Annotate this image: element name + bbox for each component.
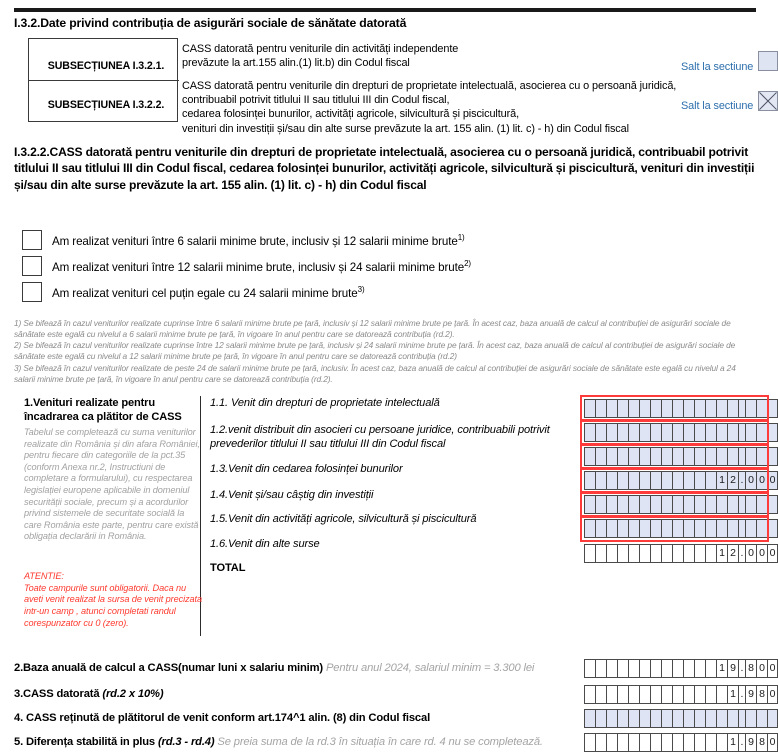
footnote-2: 2) Se bifează în cazul veniturilor realizate cuprinse între 12 salarii minime brute pe țară, inclusiv și 24 salarii minime brute pe țară. În acest caz, baza anuală de calcul al contribuției de asigurări sociale de sănătate este egală cu nivelul a 12 salarii minime brute pe țară, în vigoare în anul pentru care se datorează contribuția (rd.2) xyxy=(14,340,736,362)
bottom-row-5-formula: (rd.3 - rd.4) xyxy=(157,736,215,748)
digit-cell xyxy=(617,544,628,563)
decimal-separator-cell: . xyxy=(738,471,745,490)
digit-cell: 1 xyxy=(727,685,738,704)
subsection-1322-line-3: cedarea folosinței bunurilor, activități agricole, silvicultură și piscicultură, xyxy=(182,108,520,121)
digit-cell xyxy=(672,733,683,752)
subsection-1321-line-2: prevăzute la art.155 alin.(1) lit.b) din Codul fiscal xyxy=(182,57,410,70)
digit-cell xyxy=(694,544,705,563)
digit-cell: 8 xyxy=(756,733,767,752)
jump-link-1322[interactable]: Salt la sectiune xyxy=(681,100,754,112)
digit-cell: 1 xyxy=(716,659,727,678)
digit-cell[interactable] xyxy=(767,709,778,728)
digit-cell xyxy=(617,733,628,752)
digit-cell xyxy=(584,544,595,563)
income-option-text-3: Am realizat venituri cel puțin egale cu 24 salarii minime brute xyxy=(52,286,358,300)
decimal-separator-cell xyxy=(738,709,745,728)
digit-cell: 2 xyxy=(727,544,738,563)
digit-cell xyxy=(705,659,716,678)
digit-cell: 1 xyxy=(716,544,727,563)
subsection-box-divider xyxy=(29,80,179,81)
table-left-note: Tabelul se completează cu suma veniturilor realizate din România și din afara României, pentru fiecare din categoriile de la pct.35 (conform Anexa nr.2, Instructiuni de completare a formularului), cu respectarea legislației europene aplicabile in domeniul securității sociale, precum și a acordurilor privind sistemele de securitate socială la care România este parte, pentru care există obligația declarării in România. xyxy=(24,427,200,542)
digit-cell[interactable]: 0 xyxy=(756,471,767,490)
table-row-label-1-5: 1.5.Venit din activități agricole, silvicultură și piscicultură xyxy=(210,513,477,525)
digit-cell xyxy=(705,733,716,752)
bottom-row-label-4 xyxy=(14,712,430,724)
digit-cell xyxy=(606,659,617,678)
digit-cell xyxy=(705,685,716,704)
bottom-grid-row-5 xyxy=(584,733,778,752)
section-heading: I.3.2.Date privind contribuția de asigurări sociale de sănătate datorată xyxy=(14,16,407,30)
digit-cell: 9 xyxy=(727,659,738,678)
digit-cell[interactable] xyxy=(650,709,661,728)
required-field-highlight xyxy=(580,419,769,446)
income-option-note-2: 2) xyxy=(464,259,471,268)
digit-cell xyxy=(705,544,716,563)
footnote-3: 3) Se bifează în cazul veniturilor realizate de peste 24 de salarii minime brute pe țară, inclusiv. În acest caz, baza anuală de calcul al contribuției de asigurări sociale de sănătate este egală cu nivelul a 24 salarii minime brute pe țară, în vigoare în anul pentru care se datorează contribuția (rd.2). xyxy=(14,362,736,384)
digit-cell[interactable] xyxy=(661,709,672,728)
table-row-label-1-6: 1.6.Venit din alte surse xyxy=(210,538,320,550)
table-row-label-1-1: 1.1. Venit din drepturi de proprietate intelectuală xyxy=(210,397,440,409)
income-option-checkbox-1[interactable] xyxy=(22,230,42,250)
digit-cell[interactable]: 1 xyxy=(716,471,727,490)
digit-cell: 9 xyxy=(745,733,756,752)
digit-cell xyxy=(639,685,650,704)
required-field-highlight xyxy=(580,443,769,470)
digit-cell xyxy=(639,659,650,678)
table-warning-note xyxy=(24,571,204,630)
digit-cell xyxy=(716,685,727,704)
subsection-1322-line-2: contribuabil potrivit titlului II sau titlului III din Codul fiscal, xyxy=(182,94,450,107)
digit-cell xyxy=(683,659,694,678)
required-field-highlight xyxy=(580,515,769,542)
digit-cell xyxy=(584,733,595,752)
bottom-grid-row-2 xyxy=(584,659,778,678)
digit-cell[interactable]: 0 xyxy=(745,471,756,490)
digit-cell[interactable] xyxy=(584,709,595,728)
digit-cell: 0 xyxy=(745,544,756,563)
digit-cell: 0 xyxy=(767,685,778,704)
digit-cell xyxy=(661,544,672,563)
digit-cell xyxy=(672,544,683,563)
subsection-1321-description xyxy=(182,42,458,70)
income-option-checkbox-2[interactable] xyxy=(22,256,42,276)
digit-cell: 8 xyxy=(745,659,756,678)
digit-cell xyxy=(606,544,617,563)
subsection-1321-checkbox[interactable] xyxy=(758,51,778,71)
digit-cell[interactable] xyxy=(694,709,705,728)
digit-cell xyxy=(661,733,672,752)
digit-cell xyxy=(683,685,694,704)
digit-cell: 0 xyxy=(756,659,767,678)
digit-cell xyxy=(672,685,683,704)
digit-cell xyxy=(595,659,606,678)
bottom-row-label-5 xyxy=(14,736,543,748)
required-field-highlight xyxy=(580,467,769,494)
bottom-row-label-2 xyxy=(14,662,534,674)
digit-cell xyxy=(606,733,617,752)
digit-cell[interactable] xyxy=(745,709,756,728)
digit-cell[interactable] xyxy=(705,709,716,728)
subsection-1322-line-1: CASS datorată pentru veniturile din drepturi de proprietate intelectuală, asocierea cu o persoană juridică, xyxy=(182,80,677,92)
digit-cell xyxy=(694,685,705,704)
digit-cell xyxy=(595,685,606,704)
digit-cell xyxy=(716,733,727,752)
income-option-label-3 xyxy=(52,285,365,300)
income-option-text-1: Am realizat venituri între 6 salarii minime brute, inclusiv și 12 salarii minime brute xyxy=(52,234,458,248)
digit-cell[interactable] xyxy=(727,709,738,728)
digit-cell: 0 xyxy=(767,544,778,563)
decimal-separator-cell: . xyxy=(738,659,745,678)
digit-cell: 0 xyxy=(756,544,767,563)
digit-cell[interactable] xyxy=(716,709,727,728)
digit-cell xyxy=(628,733,639,752)
table-left-title: 1.Venituri realizate pentru încadrarea ca plătitor de CASS xyxy=(24,397,182,423)
digit-cell: 8 xyxy=(756,685,767,704)
digit-cell xyxy=(650,659,661,678)
digit-cell[interactable]: 0 xyxy=(767,471,778,490)
subsection-1322-line-4: venituri din investiții și/sau din alte surse prevăzute la art. 155 alin. (1) lit. c) - h) din Codul fiscal xyxy=(182,122,629,135)
digit-cell xyxy=(584,685,595,704)
digit-cell[interactable] xyxy=(672,709,683,728)
digit-cell[interactable] xyxy=(628,709,639,728)
bottom-row-5-text: 5. Diferența stabilită in plus xyxy=(14,736,155,748)
digit-cell[interactable] xyxy=(617,709,628,728)
income-option-label-1 xyxy=(52,233,465,248)
digit-cell: 1 xyxy=(727,733,738,752)
bottom-row-3-text: 3.CASS datorată xyxy=(14,688,100,700)
digit-cell xyxy=(672,659,683,678)
warning-header: ATENTIE: xyxy=(24,571,64,581)
subsection-label-1322: SUBSECȚIUNEA I.3.2.2. xyxy=(47,99,165,111)
table-row-label-1-3: 1.3.Venit din cedarea folosinței bunurilor xyxy=(210,463,403,475)
bottom-row-2-text: 2.Baza anuală de calcul a CASS(numar luni x salariu minim) xyxy=(14,662,324,674)
digit-cell[interactable] xyxy=(683,709,694,728)
digit-cell xyxy=(595,733,606,752)
income-option-checkbox-3[interactable] xyxy=(22,282,42,302)
digit-cell xyxy=(628,685,639,704)
digit-cell xyxy=(683,733,694,752)
table-row-label-1-2: 1.2.venit distribuit din asocieri cu persoane juridice, contribuabili potrivit prevederilor titlului II sau titlului III din Codul fiscal xyxy=(210,424,550,450)
digit-cell xyxy=(617,659,628,678)
digit-cell xyxy=(628,544,639,563)
digit-cell[interactable] xyxy=(606,709,617,728)
digit-cell xyxy=(639,544,650,563)
digit-cell[interactable] xyxy=(639,709,650,728)
required-field-highlight xyxy=(580,395,769,422)
digit-cell xyxy=(683,544,694,563)
digit-cell xyxy=(595,544,606,563)
digit-cell: 0 xyxy=(767,659,778,678)
digit-cell xyxy=(661,685,672,704)
bottom-row-label-3 xyxy=(14,688,163,700)
decimal-separator-cell: . xyxy=(738,544,745,563)
footnotes-block xyxy=(14,318,756,385)
digit-cell xyxy=(639,733,650,752)
required-field-highlight xyxy=(580,491,769,518)
income-option-text-2: Am realizat venituri între 12 salarii minime brute, inclusiv și 24 salarii minime brute xyxy=(52,260,465,274)
digit-cell: 9 xyxy=(745,685,756,704)
digit-cell[interactable] xyxy=(595,709,606,728)
jump-link-1321[interactable]: Salt la sectiune xyxy=(681,61,754,73)
decimal-separator-cell: . xyxy=(738,685,745,704)
digit-cell: 0 xyxy=(767,733,778,752)
digit-cell xyxy=(694,659,705,678)
digit-cell xyxy=(650,733,661,752)
bottom-row-5-hint: Se preia suma de la rd.3 în situația în care rd. 4 nu se completează. xyxy=(217,736,543,748)
income-grid-row-total xyxy=(584,544,778,563)
bottom-row-2-hint: Pentru anul 2024, salariul minim = 3.300 lei xyxy=(325,662,535,674)
subsection-label-1321: SUBSECȚIUNEA I.3.2.1. xyxy=(47,60,165,72)
bottom-grid-row-4[interactable] xyxy=(584,709,778,728)
check-x-icon xyxy=(759,92,777,110)
digit-cell xyxy=(606,685,617,704)
digit-cell xyxy=(650,544,661,563)
digit-cell xyxy=(694,733,705,752)
decimal-separator-cell: . xyxy=(738,733,745,752)
income-option-note-1: 1) xyxy=(457,233,465,242)
digit-cell xyxy=(661,659,672,678)
subsection-1322-description xyxy=(182,79,676,136)
digit-cell xyxy=(584,659,595,678)
bottom-row-3-formula: (rd.2 x 10%) xyxy=(102,688,164,700)
warning-body: Toate campurile sunt obligatorii. Daca nu aveti venit realizat la sursa de venit precizata intr-un camp , atunci completati randul corespunzator cu 0 (zero). xyxy=(24,582,203,628)
digit-cell[interactable]: 2 xyxy=(727,471,738,490)
subsection-1322-checkbox[interactable] xyxy=(758,91,778,111)
subsection-1321-line-1: CASS datorată pentru veniturile din activități independente xyxy=(182,43,459,55)
digit-cell xyxy=(628,659,639,678)
income-option-label-2 xyxy=(52,259,471,274)
bottom-row-4-text: 4. CASS reținută de plătitorul de venit conform art.174^1 alin. (8) din Codul fiscal xyxy=(14,712,431,724)
top-divider-rule xyxy=(14,8,756,12)
subsection-1322-title: I.3.2.2.CASS datorată pentru veniturile din drepturi de proprietate intelectuală, asocierea cu o persoană juridică, contribuabil potrivit titlului II sau titlului III din Codul fiscal, cedarea folosinței bunurilor, activități agricole, silvicultură și piscicultură, venituri din investiții și/sau din alte surse prevăzute la art. 155 alin. (1) lit. c) - h) din Codul fiscal xyxy=(14,145,755,192)
bottom-grid-row-3 xyxy=(584,685,778,704)
table-row-label-total: TOTAL xyxy=(210,562,246,574)
digit-cell xyxy=(650,685,661,704)
income-option-note-3: 3) xyxy=(357,285,365,294)
digit-cell[interactable] xyxy=(756,709,767,728)
digit-cell xyxy=(617,685,628,704)
table-row-label-1-4: 1.4.Venit și/sau câștig din investiții xyxy=(210,489,374,501)
footnote-1: 1) Se bifează în cazul veniturilor realizate cuprinse între 6 salarii minime brute pe țară, inclusiv și 12 salarii minime brute pe țară. În acest caz, baza anuală de calcul al contribuției de asigurări sociale de sănătate este egală cu nivelul a 6 salarii minime brute pe țară, în vigoare în anul pentru care se datorează contribuția (rd.2). xyxy=(14,318,731,339)
